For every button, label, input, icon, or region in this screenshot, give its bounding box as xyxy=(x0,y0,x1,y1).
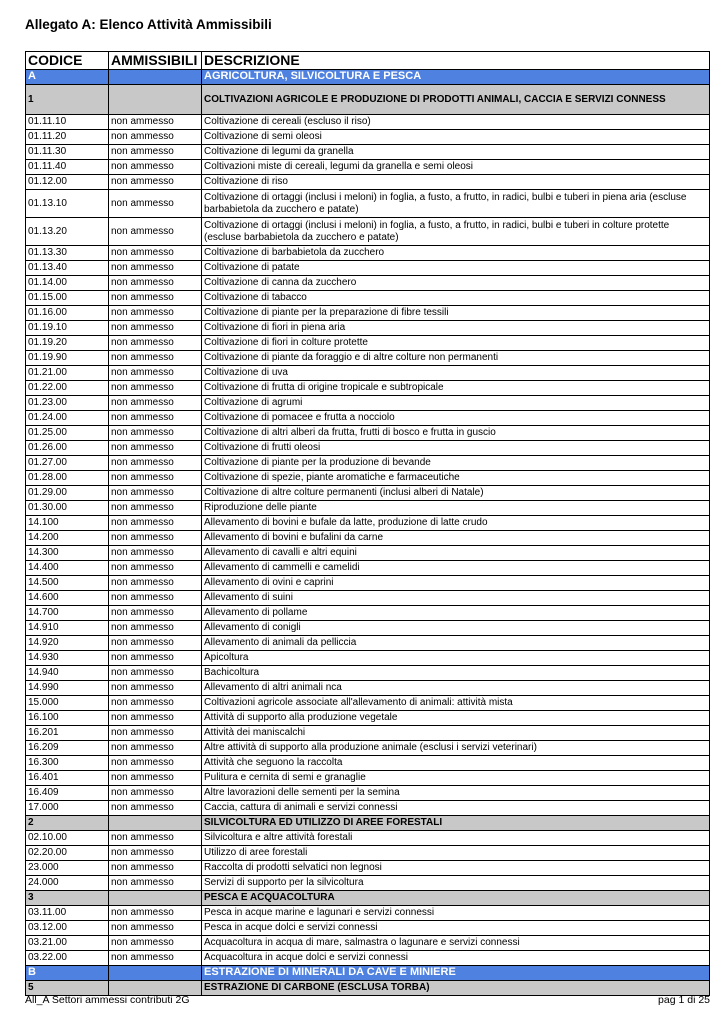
cell-descrizione: Pulitura e cernita di semi e granaglie xyxy=(202,771,710,786)
table-row xyxy=(26,846,710,861)
table-row xyxy=(26,786,710,801)
cell-descrizione: Coltivazione di canna da zucchero xyxy=(202,276,710,291)
cell-ammissibili: non ammesso xyxy=(109,831,202,846)
table-row xyxy=(26,456,710,471)
cell-codice: 16.300 xyxy=(26,756,109,771)
table-row xyxy=(26,951,710,966)
table-row xyxy=(26,366,710,381)
header-ammissibili: AMMISSIBILI xyxy=(109,52,202,70)
cell-ammissibili xyxy=(109,70,202,85)
cell-ammissibili: non ammesso xyxy=(109,576,202,591)
cell-codice: 01.13.40 xyxy=(26,261,109,276)
cell-codice: 14.990 xyxy=(26,681,109,696)
table-row xyxy=(26,876,710,891)
table-row xyxy=(26,771,710,786)
cell-descrizione: Coltivazione di pomacee e frutta a nocciolo xyxy=(202,411,710,426)
footer-page-number: pag 1 di 25 xyxy=(658,994,710,1006)
cell-descrizione: Coltivazione di frutti oleosi xyxy=(202,441,710,456)
cell-descrizione: COLTIVAZIONI AGRICOLE E PRODUZIONE DI PRODOTTI ANIMALI, CACCIA E SERVIZI CONNESS xyxy=(202,85,710,115)
table-row xyxy=(26,576,710,591)
cell-descrizione: Coltivazione di ortaggi (inclusi i meloni) in foglia, a fusto, a frutto, in radici, bulbi e tuberi in colture protette (escluse barbabietola da zucchero e patate) xyxy=(202,218,710,246)
cell-codice: 1 xyxy=(26,85,109,115)
cell-descrizione: Allevamento di cavalli e altri equini xyxy=(202,546,710,561)
cell-ammissibili: non ammesso xyxy=(109,906,202,921)
cell-ammissibili: non ammesso xyxy=(109,531,202,546)
cell-ammissibili: non ammesso xyxy=(109,426,202,441)
cell-codice: 2 xyxy=(26,816,109,831)
table-row xyxy=(26,861,710,876)
cell-ammissibili: non ammesso xyxy=(109,621,202,636)
cell-codice: 01.27.00 xyxy=(26,456,109,471)
cell-codice: 02.20.00 xyxy=(26,846,109,861)
cell-codice: A xyxy=(26,70,109,85)
table-row xyxy=(26,130,710,145)
cell-codice: 01.13.20 xyxy=(26,218,109,246)
table-row xyxy=(26,741,710,756)
cell-descrizione: Allevamento di altri animali nca xyxy=(202,681,710,696)
cell-descrizione: Coltivazione di spezie, piante aromatiche e farmaceutiche xyxy=(202,471,710,486)
table-row xyxy=(26,411,710,426)
cell-descrizione: Attività di supporto alla produzione vegetale xyxy=(202,711,710,726)
cell-descrizione: Acquacoltura in acqua di mare, salmastra o lagunare e servizi connessi xyxy=(202,936,710,951)
cell-ammissibili: non ammesso xyxy=(109,951,202,966)
subsection-row xyxy=(26,816,710,831)
cell-descrizione: Coltivazione di tabacco xyxy=(202,291,710,306)
cell-descrizione: Allevamento di pollame xyxy=(202,606,710,621)
cell-descrizione: Coltivazione di ortaggi (inclusi i meloni) in foglia, a fusto, a frutto, in radici, bulbi e tuberi in piena aria (escluse barbabietola da zucchero e patate) xyxy=(202,190,710,218)
cell-ammissibili xyxy=(109,816,202,831)
cell-ammissibili: non ammesso xyxy=(109,381,202,396)
cell-codice: 01.22.00 xyxy=(26,381,109,396)
cell-descrizione: Silvicoltura e altre attività forestali xyxy=(202,831,710,846)
cell-descrizione: Apicoltura xyxy=(202,651,710,666)
cell-codice: 01.23.00 xyxy=(26,396,109,411)
table-row xyxy=(26,696,710,711)
cell-ammissibili: non ammesso xyxy=(109,681,202,696)
table-row xyxy=(26,711,710,726)
cell-codice: 03.21.00 xyxy=(26,936,109,951)
cell-ammissibili: non ammesso xyxy=(109,276,202,291)
table-row xyxy=(26,486,710,501)
subsection-row xyxy=(26,891,710,906)
table-row xyxy=(26,531,710,546)
cell-descrizione: Riproduzione delle piante xyxy=(202,501,710,516)
cell-codice: 01.24.00 xyxy=(26,411,109,426)
cell-codice: 01.28.00 xyxy=(26,471,109,486)
cell-descrizione: Allevamento di bovini e bufale da latte, produzione di latte crudo xyxy=(202,516,710,531)
cell-ammissibili: non ammesso xyxy=(109,441,202,456)
table-row xyxy=(26,115,710,130)
cell-ammissibili: non ammesso xyxy=(109,756,202,771)
page-title: Allegato A: Elenco Attività Ammissibili xyxy=(25,17,272,32)
table-row xyxy=(26,145,710,160)
cell-ammissibili: non ammesso xyxy=(109,561,202,576)
cell-ammissibili: non ammesso xyxy=(109,396,202,411)
cell-codice: 01.11.30 xyxy=(26,145,109,160)
cell-descrizione: Allevamento di bovini e bufalini da carne xyxy=(202,531,710,546)
cell-descrizione: Coltivazione di frutta di origine tropicale e subtropicale xyxy=(202,381,710,396)
cell-codice: 01.19.90 xyxy=(26,351,109,366)
cell-codice: 01.30.00 xyxy=(26,501,109,516)
cell-descrizione: Allevamento di animali da pelliccia xyxy=(202,636,710,651)
cell-codice: 16.209 xyxy=(26,741,109,756)
cell-descrizione: Coltivazione di fiori in piena aria xyxy=(202,321,710,336)
cell-codice: 16.409 xyxy=(26,786,109,801)
table-row xyxy=(26,351,710,366)
subsection-row xyxy=(26,85,710,115)
cell-codice: 01.29.00 xyxy=(26,486,109,501)
cell-ammissibili: non ammesso xyxy=(109,190,202,218)
table-row xyxy=(26,621,710,636)
cell-descrizione: Coltivazione di riso xyxy=(202,175,710,190)
cell-ammissibili: non ammesso xyxy=(109,636,202,651)
cell-ammissibili: non ammesso xyxy=(109,246,202,261)
cell-descrizione: Utilizzo di aree forestali xyxy=(202,846,710,861)
table-row xyxy=(26,501,710,516)
table-row xyxy=(26,681,710,696)
table-row xyxy=(26,321,710,336)
cell-codice: 01.26.00 xyxy=(26,441,109,456)
cell-descrizione: Altre lavorazioni delle sementi per la semina xyxy=(202,786,710,801)
cell-descrizione: Bachicoltura xyxy=(202,666,710,681)
cell-codice: 15.000 xyxy=(26,696,109,711)
cell-descrizione: Attività dei maniscalchi xyxy=(202,726,710,741)
activities-table-body xyxy=(26,52,710,996)
cell-ammissibili: non ammesso xyxy=(109,786,202,801)
table-row xyxy=(26,246,710,261)
cell-ammissibili: non ammesso xyxy=(109,666,202,681)
cell-ammissibili xyxy=(109,966,202,981)
cell-ammissibili: non ammesso xyxy=(109,115,202,130)
cell-ammissibili: non ammesso xyxy=(109,471,202,486)
cell-descrizione: Coltivazione di piante per la produzione di bevande xyxy=(202,456,710,471)
table-row xyxy=(26,190,710,218)
table-row xyxy=(26,651,710,666)
cell-codice: 5 xyxy=(26,981,109,996)
cell-descrizione: ESTRAZIONE DI CARBONE (ESCLUSA TORBA) xyxy=(202,981,710,996)
cell-codice: 01.14.00 xyxy=(26,276,109,291)
section-row xyxy=(26,70,710,85)
cell-ammissibili: non ammesso xyxy=(109,846,202,861)
table-row xyxy=(26,591,710,606)
cell-codice: 01.21.00 xyxy=(26,366,109,381)
cell-ammissibili: non ammesso xyxy=(109,546,202,561)
cell-ammissibili: non ammesso xyxy=(109,411,202,426)
table-row xyxy=(26,906,710,921)
table-row xyxy=(26,516,710,531)
cell-codice: 03.22.00 xyxy=(26,951,109,966)
cell-descrizione: Coltivazione di altri alberi da frutta, frutti di bosco e frutta in guscio xyxy=(202,426,710,441)
cell-ammissibili: non ammesso xyxy=(109,741,202,756)
cell-descrizione: Coltivazione di legumi da granella xyxy=(202,145,710,160)
cell-descrizione: Pesca in acque dolci e servizi connessi xyxy=(202,921,710,936)
cell-codice: 01.19.10 xyxy=(26,321,109,336)
table-row xyxy=(26,471,710,486)
cell-codice: 14.930 xyxy=(26,651,109,666)
cell-ammissibili: non ammesso xyxy=(109,501,202,516)
header-descrizione: DESCRIZIONE xyxy=(202,52,710,70)
cell-ammissibili: non ammesso xyxy=(109,651,202,666)
cell-descrizione: Coltivazione di uva xyxy=(202,366,710,381)
cell-codice: 01.11.40 xyxy=(26,160,109,175)
cell-descrizione: Servizi di supporto per la silvicoltura xyxy=(202,876,710,891)
cell-codice: 01.25.00 xyxy=(26,426,109,441)
cell-ammissibili: non ammesso xyxy=(109,921,202,936)
cell-descrizione: Coltivazione di cereali (escluso il riso) xyxy=(202,115,710,130)
cell-codice: 01.15.00 xyxy=(26,291,109,306)
cell-codice: 14.500 xyxy=(26,576,109,591)
cell-codice: 01.12.00 xyxy=(26,175,109,190)
table-row xyxy=(26,175,710,190)
cell-descrizione: Allevamento di conigli xyxy=(202,621,710,636)
table-row xyxy=(26,276,710,291)
cell-codice: 3 xyxy=(26,891,109,906)
cell-ammissibili: non ammesso xyxy=(109,516,202,531)
cell-descrizione: Allevamento di cammelli e camelidi xyxy=(202,561,710,576)
cell-ammissibili: non ammesso xyxy=(109,130,202,145)
cell-descrizione: Altre attività di supporto alla produzione animale (esclusi i servizi veterinari) xyxy=(202,741,710,756)
cell-codice: 14.920 xyxy=(26,636,109,651)
cell-descrizione: Pesca in acque marine e lagunari e servizi connessi xyxy=(202,906,710,921)
cell-ammissibili: non ammesso xyxy=(109,861,202,876)
table-row xyxy=(26,801,710,816)
cell-descrizione: Coltivazione di semi oleosi xyxy=(202,130,710,145)
cell-descrizione: Coltivazione di piante da foraggio e di altre colture non permanenti xyxy=(202,351,710,366)
header-codice: CODICE xyxy=(26,52,109,70)
cell-descrizione: Allevamento di ovini e caprini xyxy=(202,576,710,591)
cell-ammissibili: non ammesso xyxy=(109,306,202,321)
cell-descrizione: PESCA E ACQUACOLTURA xyxy=(202,891,710,906)
cell-codice: 17.000 xyxy=(26,801,109,816)
cell-ammissibili: non ammesso xyxy=(109,936,202,951)
cell-ammissibili: non ammesso xyxy=(109,291,202,306)
cell-ammissibili: non ammesso xyxy=(109,606,202,621)
section-row xyxy=(26,966,710,981)
cell-codice: 01.11.20 xyxy=(26,130,109,145)
cell-codice: 16.201 xyxy=(26,726,109,741)
table-row xyxy=(26,921,710,936)
cell-ammissibili xyxy=(109,85,202,115)
cell-codice: 01.13.10 xyxy=(26,190,109,218)
table-row xyxy=(26,936,710,951)
cell-codice: 14.600 xyxy=(26,591,109,606)
cell-descrizione: SILVICOLTURA ED UTILIZZO DI AREE FORESTALI xyxy=(202,816,710,831)
cell-descrizione: Allevamento di suini xyxy=(202,591,710,606)
cell-codice: 03.11.00 xyxy=(26,906,109,921)
cell-ammissibili: non ammesso xyxy=(109,175,202,190)
table-row xyxy=(26,666,710,681)
cell-codice: 01.11.10 xyxy=(26,115,109,130)
cell-ammissibili: non ammesso xyxy=(109,336,202,351)
cell-descrizione: Coltivazioni agricole associate all'allevamento di animali: attività mista xyxy=(202,696,710,711)
cell-descrizione: ESTRAZIONE DI MINERALI DA CAVE E MINIERE xyxy=(202,966,710,981)
table-row xyxy=(26,561,710,576)
cell-descrizione: Coltivazione di fiori in colture protette xyxy=(202,336,710,351)
table-row xyxy=(26,426,710,441)
cell-descrizione: AGRICOLTURA, SILVICOLTURA E PESCA xyxy=(202,70,710,85)
cell-ammissibili: non ammesso xyxy=(109,876,202,891)
cell-codice: 14.300 xyxy=(26,546,109,561)
table-row xyxy=(26,336,710,351)
table-row xyxy=(26,396,710,411)
table-row xyxy=(26,261,710,276)
table-row xyxy=(26,546,710,561)
cell-descrizione: Coltivazione di barbabietola da zucchero xyxy=(202,246,710,261)
cell-ammissibili xyxy=(109,891,202,906)
cell-descrizione: Coltivazione di piante per la preparazione di fibre tessili xyxy=(202,306,710,321)
cell-ammissibili: non ammesso xyxy=(109,366,202,381)
cell-ammissibili: non ammesso xyxy=(109,801,202,816)
cell-ammissibili: non ammesso xyxy=(109,771,202,786)
cell-ammissibili: non ammesso xyxy=(109,726,202,741)
table-header-row xyxy=(26,52,710,70)
cell-codice: 14.700 xyxy=(26,606,109,621)
cell-descrizione: Coltivazioni miste di cereali, legumi da granella e semi oleosi xyxy=(202,160,710,175)
cell-descrizione: Acquacoltura in acque dolci e servizi connessi xyxy=(202,951,710,966)
cell-codice: 14.200 xyxy=(26,531,109,546)
cell-codice: 23.000 xyxy=(26,861,109,876)
cell-codice: 14.400 xyxy=(26,561,109,576)
cell-ammissibili: non ammesso xyxy=(109,160,202,175)
cell-descrizione: Caccia, cattura di animali e servizi connessi xyxy=(202,801,710,816)
cell-codice: 01.19.20 xyxy=(26,336,109,351)
cell-ammissibili: non ammesso xyxy=(109,711,202,726)
table-row xyxy=(26,606,710,621)
cell-ammissibili: non ammesso xyxy=(109,261,202,276)
table-row xyxy=(26,441,710,456)
table-row xyxy=(26,291,710,306)
cell-ammissibili: non ammesso xyxy=(109,145,202,160)
table-row xyxy=(26,726,710,741)
table-row xyxy=(26,218,710,246)
cell-codice: 01.16.00 xyxy=(26,306,109,321)
cell-descrizione: Coltivazione di agrumi xyxy=(202,396,710,411)
cell-codice: 01.13.30 xyxy=(26,246,109,261)
cell-codice: 14.910 xyxy=(26,621,109,636)
cell-codice: 14.940 xyxy=(26,666,109,681)
cell-ammissibili: non ammesso xyxy=(109,351,202,366)
cell-ammissibili: non ammesso xyxy=(109,456,202,471)
cell-descrizione: Coltivazione di altre colture permanenti (inclusi alberi di Natale) xyxy=(202,486,710,501)
cell-ammissibili: non ammesso xyxy=(109,218,202,246)
cell-descrizione: Coltivazione di patate xyxy=(202,261,710,276)
cell-ammissibili: non ammesso xyxy=(109,486,202,501)
cell-codice: 16.401 xyxy=(26,771,109,786)
cell-codice: B xyxy=(26,966,109,981)
cell-codice: 14.100 xyxy=(26,516,109,531)
cell-descrizione: Raccolta di prodotti selvatici non legnosi xyxy=(202,861,710,876)
footer-filename: All_A Settori ammessi contributi 2G xyxy=(25,994,190,1006)
cell-codice: 16.100 xyxy=(26,711,109,726)
activities-table xyxy=(25,51,710,996)
cell-ammissibili: non ammesso xyxy=(109,591,202,606)
cell-descrizione: Attività che seguono la raccolta xyxy=(202,756,710,771)
table-row xyxy=(26,636,710,651)
table-row xyxy=(26,831,710,846)
table-row xyxy=(26,756,710,771)
cell-codice: 03.12.00 xyxy=(26,921,109,936)
table-row xyxy=(26,306,710,321)
cell-ammissibili: non ammesso xyxy=(109,321,202,336)
table-row xyxy=(26,160,710,175)
cell-codice: 02.10.00 xyxy=(26,831,109,846)
table-row xyxy=(26,381,710,396)
cell-ammissibili: non ammesso xyxy=(109,696,202,711)
cell-codice: 24.000 xyxy=(26,876,109,891)
